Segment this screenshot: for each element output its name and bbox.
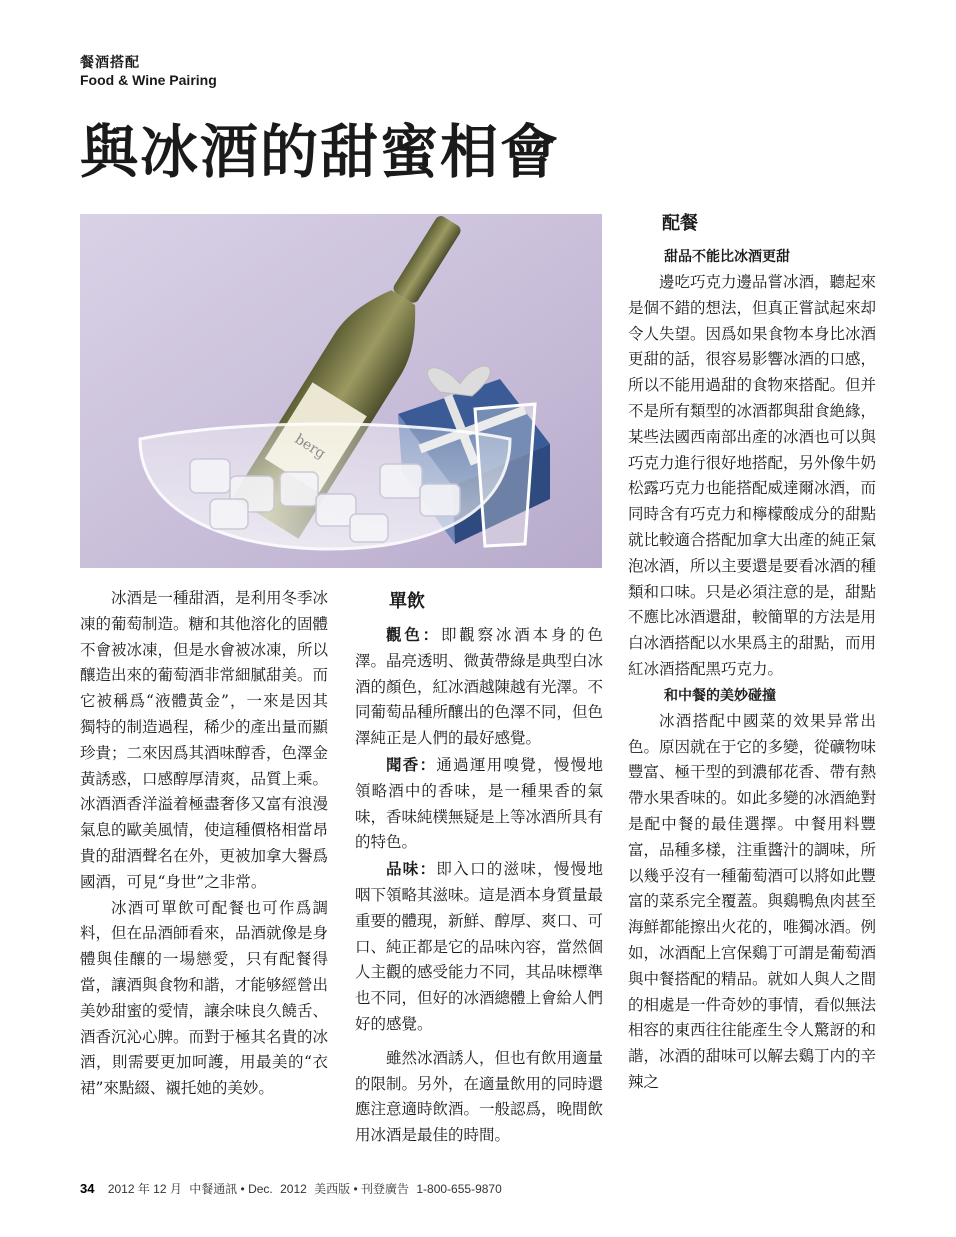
- dessert-subheading: 甜品不能比冰酒更甜: [664, 249, 790, 265]
- section-label-chinese: 餐酒搭配: [80, 55, 140, 71]
- observe-color-term: 觀色：: [386, 625, 441, 644]
- page-number: 34: [80, 1181, 95, 1196]
- chinese-food-subheading: 和中餐的美妙碰撞: [664, 687, 776, 704]
- tumbler-glass: [475, 404, 535, 546]
- single-drink-heading: 單飲: [389, 591, 425, 612]
- taste-term: 品味：: [386, 859, 437, 879]
- footer-magazine: 中餐通訊 • Dec.: [189, 1182, 273, 1196]
- observe-color-paragraph: [355, 622, 603, 752]
- footer-phone: 1-800-655-9870: [416, 1182, 502, 1196]
- intro-paragraph-1: 冰酒是一種甜酒，是利用冬季冰凍的葡萄制造。糖和其他溶化的固體不會被冰凍，但是水會被冰凍，所以釀造出來的葡萄酒非常細膩甜美。而它被稱爲“液體黃金”，一來是因其獨特的制造過程，稀少的產出量而顯珍貴；二來因爲其酒味醇香，色澤金黃誘惑，口感醇厚清爽，品質上乘。冰酒酒香洋溢着極盡奢侈又富有浪漫氣息的歐美風情，使這種價格相當昂貴的甜酒聲名在外，更被加拿大譽爲國酒，可見“身世”之非常。: [80, 589, 329, 891]
- taste-paragraph: [355, 856, 603, 1038]
- taste-text: 即入口的滋味，慢慢地咽下領略其滋味。這是酒本身質量最重要的體現，新鮮、醇厚、爽口、可口、純正都是它的品味內容，當然個人主觀的感受能力不同，其品味標準也不同，但好的冰酒總體上會給人們好的感覺。: [355, 860, 604, 1033]
- chinese-food-paragraph: 冰酒搭配中國菜的效果异常出色。原因就在于它的多變，從礦物味豐富、極干型的到濃郁花香、帶有熱帶水果香味的。如此多變的冰酒絶對是配中餐的最佳選擇。中餐用料豐富，品種多樣，注重醬汁的調味，所以幾乎沒有一種葡萄酒可以將如此豐富的菜系完全覆蓋。與鷄鴨魚肉甚至海鮮都能擦出火花的，唯獨冰酒。例如，冰酒配上宫保鷄丁可謂是葡萄酒與中餐搭配的精品。就如人與人之間的相處是一件奇妙的事情，看似無法相容的東西往往能產生令人驚訝的和諧，冰酒的甜味可以解去鷄丁内的辛辣之: [628, 711, 877, 1091]
- dessert-paragraph: 邊吃巧克力邊品嘗冰酒，聽起來是個不錯的想法，但真正嘗試起來却令人失望。因爲如果食物本身比冰酒更甜的話，很容易影響冰酒的口感，所以不能用過甜的食物來搭配。但并不是所有類型的冰酒都與甜食絶緣，某些法國西南部出產的冰酒也可以與巧克力進行很好地搭配，另外像牛奶松露巧克力也能搭配威達爾冰酒，而同時含有巧克力和檸檬酸成分的甜點就比較適合搭配加拿大出產的純正氣泡冰酒，所以主要還是要看冰酒的種類和口味。只是必須注意的是，甜點不應比冰酒還甜，較簡單的方法是用白冰酒搭配以水果爲主的甜點，而用紅冰酒搭配黑巧克力。: [628, 273, 877, 678]
- smell-term: 聞香：: [386, 754, 437, 774]
- smell-paragraph: [355, 752, 603, 856]
- moderation-paragraph: 雖然冰酒誘人，但也有飲用適量的限制。另外，在適量飲用的同時還應注意適時飲酒。一般認爲，晚間飲用冰酒是最佳的時間。: [355, 1048, 604, 1145]
- single-drink-column: [355, 586, 603, 1149]
- observe-color-text: 即觀察冰酒本身的色澤。晶亮透明、微黃帶綠是典型白冰酒的顏色，紅冰酒越陳越有光澤。不同葡萄品種所釀出的色澤不同，但色澤純正是人們的最好感覺。: [355, 626, 604, 748]
- intro-paragraph-2: 冰酒可單飲可配餐也可作爲調料，但在品酒師看來，品酒就像是身體與佳釀的一場戀愛，只有配餐得當，讓酒與食物和諧，才能够經營出美妙甜蜜的愛情，讓余味良久饒舌、酒香沉沁心脾。而對于極其名貴的冰酒，則需要更加呵護，用最美的“衣裙”來點綴、襯托她的美妙。: [80, 898, 329, 1098]
- pairing-heading: 配餐: [662, 213, 698, 234]
- section-label-english: Food & Wine Pairing: [80, 72, 217, 88]
- pairing-column: [628, 208, 876, 1096]
- smell-text: 通過運用嗅覺，慢慢地領略酒中的香味，是一種果香的氣味，香味純樸無疑是上等冰酒所具有的特色。: [355, 755, 604, 852]
- ice-wine-photo: [80, 214, 602, 568]
- footer-edition: 美西版 • 刊登廣告: [314, 1182, 410, 1196]
- footer-date: 2012 年 12 月: [107, 1182, 182, 1196]
- intro-column: [80, 586, 328, 1102]
- page-footer: [80, 1180, 506, 1197]
- footer-year: 2012: [280, 1182, 307, 1196]
- article-title: 與冰酒的甜蜜相會: [80, 118, 561, 186]
